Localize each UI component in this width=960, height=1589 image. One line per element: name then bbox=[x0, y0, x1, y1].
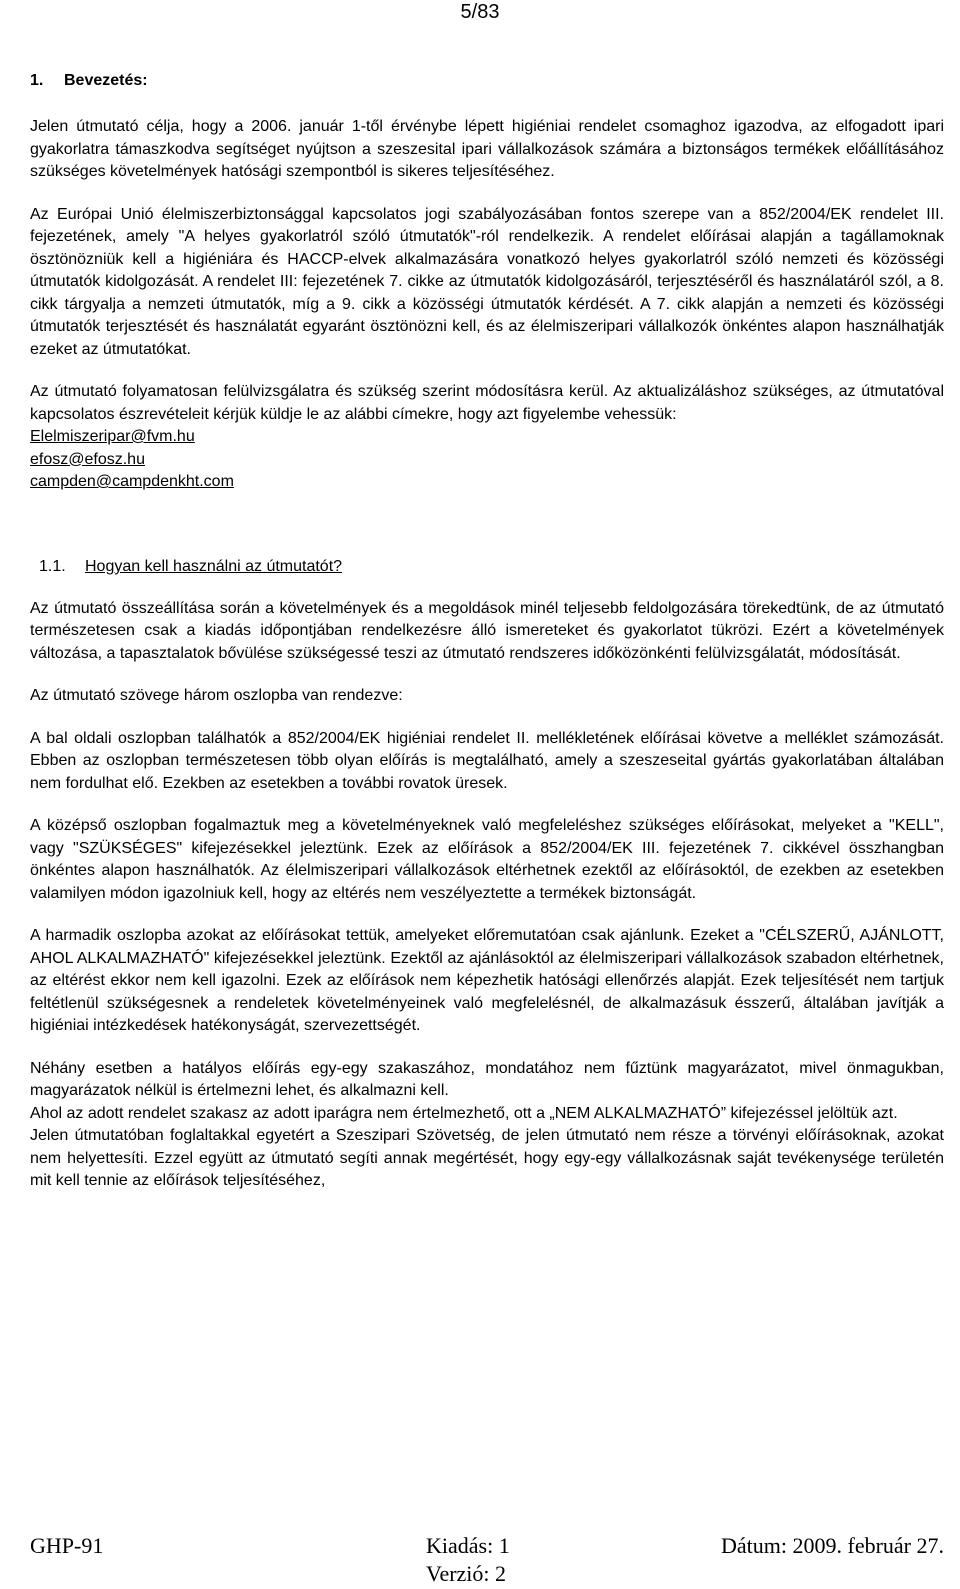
footer-doc-id: GHP-91 bbox=[30, 1533, 104, 1558]
section-heading bbox=[30, 70, 944, 92]
paragraph-intro-1: Jelen útmutató célja, hogy a 2006. január 1-től érvénybe lépett higiéniai rendelet csomaghoz igazodva, az elfogadott ipari gyakorlatra támaszkodva segítséget nyújtson a szeszesital ipari vállalkozások számára a biztonságos termékek előállításához szükséges követelmények hatósági szempontból is sikeres teljesítéséhez. bbox=[30, 118, 944, 180]
contact-link-fvm[interactable]: Elelmiszeripar@fvm.hu bbox=[30, 428, 195, 445]
subsection-title: Hogyan kell használni az útmutatót? bbox=[85, 557, 343, 575]
page-number: 5/83 bbox=[460, 1, 500, 23]
contact-link-campden[interactable]: campden@campdenkht.com bbox=[30, 473, 234, 490]
contact-link-efosz[interactable]: efosz@efosz.hu bbox=[30, 450, 145, 468]
subsection-heading bbox=[30, 556, 944, 578]
paragraph-final-1: Néhány esetben a hatályos előírás egy-egy szakaszához, mondatához nem fűztünk magyarázatot, mivel önmagukban, magyarázatok nélkül is értelmezni lehet, és alkalmazni kell. bbox=[30, 1059, 944, 1099]
paragraph-intro-2: Az Európai Unió élelmiszerbiztonsággal kapcsolatos jogi szabályozásában fontos szerepe van a 852/2004/EK rendelet III. fejezetének, amely "A helyes gyakorlatról szóló útmutatók"-ról rendelkezik. A rendelet előírásai alapján a tagállamoknak ösztönözniük kell a higiéniára és HACCP-elvek alkalmazására vonatkozó helyes gyakorlatról szóló nemzeti és közösségi útmutatók kidolgozását. A rendelet III: fejezetének 7. cikke az útmutatók kidolgozásáról, terjesztéséről és használatáról szól, a 8. cikk tárgyalja a nemzeti útmutatók, míg a 9. cikk a közösségi útmutatók kérdését. A 7. cikk alapján a nemzeti és közösségi útmutatók terjesztését és használatát egyaránt ösztönözni kell, és az élelmiszeripari vállalkozók önkéntes alapon használhatják ezeket az útmutatókat. bbox=[30, 205, 944, 358]
page-content bbox=[30, 70, 944, 1193]
paragraph-intro-3: Az útmutató folyamatosan felülvizsgálatra és szükség szerint módosításra kerül. Az aktualizáláshoz szükséges, az útmutatóval kapcsolatos észrevételeit kérjük küldje le az alábbi címekre, hogy azt figyelembe vehessük: bbox=[30, 383, 944, 423]
section-title: Bevezetés: bbox=[64, 72, 148, 89]
footer-edition-block bbox=[426, 1532, 510, 1588]
footer-edition: Kiadás: 1 bbox=[426, 1533, 510, 1558]
footer-date: Dátum: 2009. február 27. bbox=[721, 1533, 944, 1558]
paragraph-final-3: Jelen útmutatóban foglaltakkal egyetért a Szeszipari Szövetség, de jelen útmutató nem része a törvényi előírásoknak, azokat nem helyettesíti. Ezzel együtt az útmutató segíti annak megértését, hogy egy-egy vállalkozásnak saját tevékenysége területén mit kell tennie az előírások teljesítéséhez, bbox=[30, 1127, 944, 1189]
paragraph-usage-1: Az útmutató összeállítása során a követelmények és a megoldások minél teljesebb feldolgozására törekedtünk, de az útmutató természetesen csak a kiadás időpontjában rendelkezésre álló ismereteket és gyakorlatot tükrözi. Ezért a követelmények változása, a tapasztalatok bővülése szükségessé teszi az útmutató rendszeres időközönkénti felülvizsgálatát, módosítását. bbox=[30, 599, 944, 662]
contact-list bbox=[30, 426, 944, 494]
paragraph-usage-5: A harmadik oszlopba azokat az előírásokat tettük, amelyeket előremutatóan csak ajánlunk. Ezeket a "CÉLSZERŰ, AJÁNLOTT, AHOL ALKALMAZHATÓ" kifejezésekkel jeleztünk. Ezektől az ajánlásoktól az élelmiszeripari vállalkozások szabadon eltérhetnek, az eltérést ekkor nem kell igazolni. Ezek az előírások nem képezhetik hatósági ellenőrzés alapját. Ezek teljesítését nem tartjuk feltétlenül szükségesnek a rendeletek követelményeinek való megfelelésnél, de alkalmazásuk ésszerű, általában javítják a higiéniai intézkedések hatékonyságát, szervezettségét. bbox=[30, 927, 944, 1034]
section-number: 1. bbox=[30, 72, 44, 89]
paragraph-usage-3: A bal oldali oszlopban találhatók a 852/2004/EK higiéniai rendelet II. mellékletének előírásai követve a melléklet számozását. Ebben az oszlopban természetesen több olyan előírás is megtalálható, amely a szeszeseital gyártás gyakorlatában általában nem fordulhat elő. Ezekben az esetekben a további rovatok üresek. bbox=[30, 729, 944, 792]
paragraph-usage-2: Az útmutató szövege három oszlopba van rendezve: bbox=[30, 687, 403, 704]
paragraph-final-2: Ahol az adott rendelet szakasz az adott iparágra nem értelmezhető, ott a „NEM ALKALMAZHATÓ” kifejezéssel jelöltük azt. bbox=[30, 1104, 898, 1122]
subsection-number: 1.1. bbox=[39, 557, 66, 575]
paragraph-usage-4: A középső oszlopban fogalmaztuk meg a követelményeknek való megfeleléshez szükséges előírásokat, melyeket a "KELL", vagy "SZÜKSÉGES" kifejezésekkel jeleztünk. Ezek az előírások a 852/2004/EK III. fejezetének 7. cikkével összhangban önkéntes alapon használhatók. Az élelmiszeripari vállalkozások eltérhetnek ezektől az előírásoktól, de ezekben az esetekben valamilyen módon igazolniuk kell, hogy az eltérés nem veszélyeztette a termékek biztonságát. bbox=[30, 817, 944, 902]
footer-version: Verzió: 2 bbox=[426, 1561, 507, 1586]
